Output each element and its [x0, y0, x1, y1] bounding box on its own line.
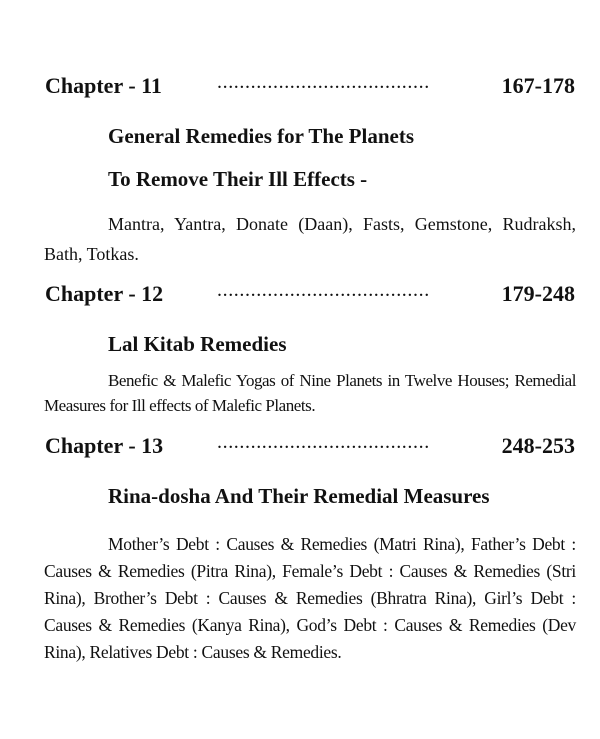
- chapter-11-description: Mantra, Yantra, Donate (Daan), Fasts, Gemstone, Rudraksh, Bath, Totkas.: [44, 214, 576, 264]
- leader-dots: ......................................: [217, 431, 430, 453]
- chapter-13-title: Rina-dosha And Their Remedial Measures: [108, 484, 490, 508]
- page-range: 248-253: [501, 433, 575, 458]
- page-range: 167-178: [501, 73, 575, 98]
- page-range: 179-248: [501, 281, 575, 306]
- chapter-label: Chapter - 13: [45, 433, 164, 458]
- chapter-13-row: [45, 433, 575, 463]
- leader-dots: ......................................: [217, 279, 430, 301]
- leader-dots: ......................................: [217, 71, 430, 93]
- chapter-11-title-line-1: General Remedies for The Planets: [108, 124, 415, 148]
- chapter-11-title-line-2: To Remove Their Ill Effects -: [108, 167, 368, 191]
- chapter-13-description: Mother’s Debt : Causes & Remedies (Matri Rina), Father’s Debt : Causes & Remedies (Pitra Rina), Female’s Debt : Causes & Remedies (Stri Rina), Brother’s Debt : Causes & Remedies (Bhratra Rina), Girl’s Debt : Causes & Remedies (Kanya Rina), God’s Debt : Causes & Remedies (Dev Rina), Relatives Debt : Causes & Remedies.: [44, 534, 576, 662]
- chapter-12-description: Benefic & Malefic Yogas of Nine Planets in Twelve Houses; Remedial Measures for Ill effects of Malefic Planets.: [44, 371, 576, 415]
- chapter-11-row: [45, 73, 575, 103]
- chapter-12-title: Lal Kitab Remedies: [108, 332, 287, 356]
- chapter-12-row: [45, 281, 575, 311]
- chapter-label: Chapter - 11: [45, 73, 162, 98]
- chapter-label: Chapter - 12: [45, 281, 164, 306]
